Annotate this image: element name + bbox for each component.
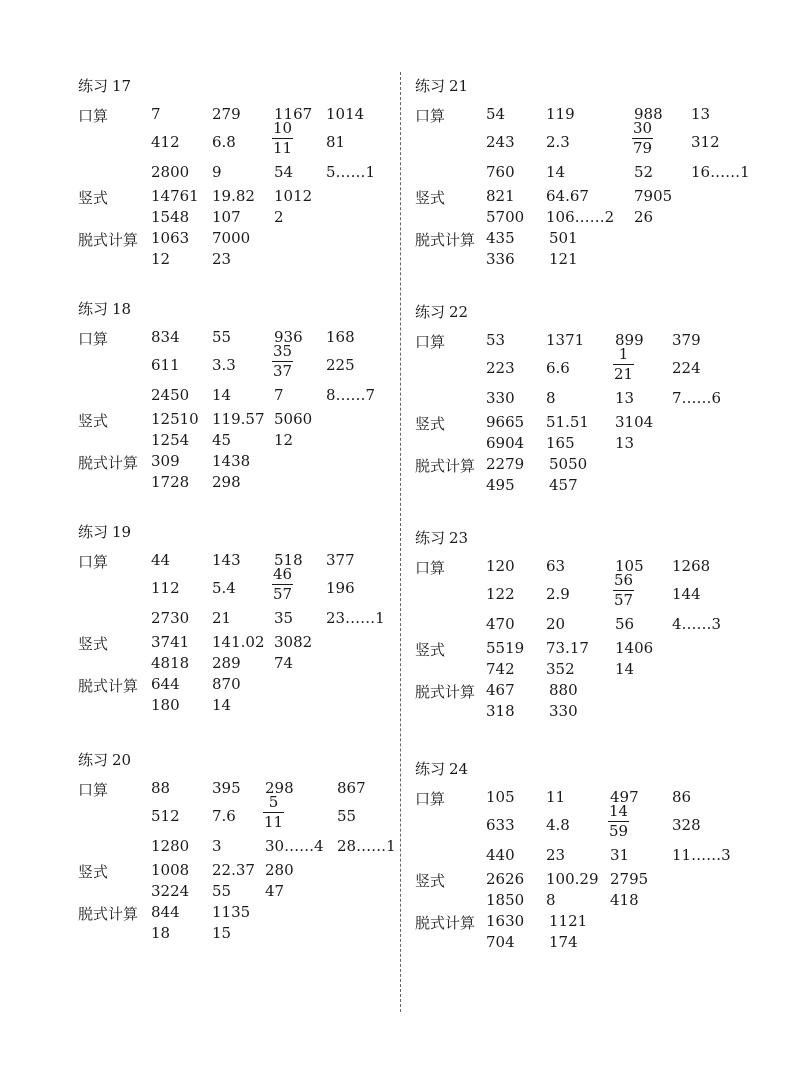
answer-cell: 7……6 bbox=[672, 389, 722, 407]
answer-cell: 19.82 bbox=[212, 187, 255, 205]
answer-cell: 512 bbox=[151, 807, 180, 825]
answer-cell: 14 bbox=[546, 163, 566, 181]
answer-cell: 73.17 bbox=[546, 639, 589, 657]
label-tuoshi: 脱式计算 bbox=[415, 457, 476, 475]
answer-cell: 11 bbox=[546, 788, 566, 806]
answer-cell: 704 bbox=[486, 933, 515, 951]
section-title bbox=[78, 75, 131, 96]
answer-cell: 81 bbox=[326, 133, 346, 151]
fraction-denominator: 11 bbox=[273, 139, 293, 157]
answer-cell: 11……3 bbox=[672, 846, 731, 864]
answer-cell: 7905 bbox=[634, 187, 673, 205]
fraction-numerator: 1 bbox=[618, 345, 629, 363]
label-kousuan: 口算 bbox=[415, 790, 446, 808]
label-shushi: 竖式 bbox=[415, 415, 446, 433]
fraction bbox=[272, 120, 293, 157]
label-kousuan: 口算 bbox=[78, 781, 109, 799]
label-tuoshi: 脱式计算 bbox=[78, 231, 139, 249]
fraction bbox=[608, 803, 629, 840]
answer-cell: 105 bbox=[486, 788, 515, 806]
answer-cell: 143 bbox=[212, 551, 241, 569]
label-tuoshi: 脱式计算 bbox=[78, 454, 139, 472]
fraction-numerator: 46 bbox=[273, 565, 293, 583]
answer-cell: 7 bbox=[274, 386, 284, 404]
answer-cell: 280 bbox=[265, 861, 294, 879]
answer-cell: 6904 bbox=[486, 434, 525, 452]
answer-cell: 821 bbox=[486, 187, 515, 205]
answer-cell: 4818 bbox=[151, 654, 190, 672]
answer-cell: 1371 bbox=[546, 331, 585, 349]
answer-cell: 988 bbox=[634, 105, 663, 123]
answer-cell: 2 bbox=[274, 208, 284, 226]
answer-cell: 867 bbox=[337, 779, 366, 797]
answer-cell: 2.9 bbox=[546, 585, 570, 603]
fraction-numerator: 35 bbox=[273, 342, 293, 360]
answer-cell: 9665 bbox=[486, 413, 525, 431]
answer-cell: 6.8 bbox=[212, 133, 236, 151]
answer-cell: 119 bbox=[546, 105, 575, 123]
answer-cell: 23……1 bbox=[326, 609, 385, 627]
answer-cell: 55 bbox=[212, 328, 232, 346]
fraction bbox=[263, 794, 284, 831]
answer-cell: 3 bbox=[212, 837, 222, 855]
answer-cell: 16……1 bbox=[691, 163, 750, 181]
answer-cell: 45 bbox=[212, 431, 232, 449]
answer-cell: 20 bbox=[546, 615, 566, 633]
answer-cell: 196 bbox=[326, 579, 355, 597]
answer-cell: 1135 bbox=[212, 903, 251, 921]
answer-cell: 518 bbox=[274, 551, 303, 569]
fraction-denominator: 11 bbox=[264, 813, 284, 831]
answer-cell: 5050 bbox=[549, 455, 588, 473]
section-title bbox=[78, 298, 131, 319]
answer-cell: 9 bbox=[212, 163, 222, 181]
answer-cell: 1008 bbox=[151, 861, 190, 879]
answer-cell: 106……2 bbox=[546, 208, 615, 226]
answer-cell: 309 bbox=[151, 452, 180, 470]
answer-cell: 440 bbox=[486, 846, 515, 864]
section-title bbox=[415, 758, 468, 779]
fraction-denominator: 21 bbox=[614, 365, 634, 383]
answer-cell: 107 bbox=[212, 208, 241, 226]
answer-cell: 7000 bbox=[212, 229, 251, 247]
answer-cell: 318 bbox=[486, 702, 515, 720]
label-shushi: 竖式 bbox=[78, 189, 109, 207]
answer-cell: 379 bbox=[672, 331, 701, 349]
answer-cell: 470 bbox=[486, 615, 515, 633]
answer-cell: 55 bbox=[337, 807, 357, 825]
section-number: 19 bbox=[112, 523, 132, 541]
answer-cell: 26 bbox=[634, 208, 654, 226]
answer-cell: 2800 bbox=[151, 163, 190, 181]
answer-cell: 1014 bbox=[326, 105, 365, 123]
answer-cell: 2450 bbox=[151, 386, 190, 404]
answer-cell: 8……7 bbox=[326, 386, 376, 404]
answer-cell: 112 bbox=[151, 579, 180, 597]
answer-cell: 1167 bbox=[274, 105, 313, 123]
answer-cell: 279 bbox=[212, 105, 241, 123]
label-shushi: 竖式 bbox=[415, 872, 446, 890]
answer-cell: 1850 bbox=[486, 891, 525, 909]
answer-cell: 144 bbox=[672, 585, 701, 603]
label-kousuan: 口算 bbox=[78, 330, 109, 348]
answer-cell: 174 bbox=[549, 933, 578, 951]
answer-cell: 4.8 bbox=[546, 816, 570, 834]
answer-cell: 4……3 bbox=[672, 615, 722, 633]
fraction bbox=[613, 572, 634, 609]
answer-cell: 1548 bbox=[151, 208, 190, 226]
answer-cell: 1063 bbox=[151, 229, 190, 247]
answer-cell: 15 bbox=[212, 924, 232, 942]
answer-cell: 21 bbox=[212, 609, 232, 627]
answer-cell: 844 bbox=[151, 903, 180, 921]
answer-cell: 74 bbox=[274, 654, 294, 672]
answer-cell: 56 bbox=[615, 615, 635, 633]
answer-cell: 880 bbox=[549, 681, 578, 699]
answer-cell: 936 bbox=[274, 328, 303, 346]
answer-cell: 3.3 bbox=[212, 356, 236, 374]
answer-cell: 8 bbox=[546, 389, 556, 407]
label-tuoshi: 脱式计算 bbox=[78, 905, 139, 923]
answer-cell: 5700 bbox=[486, 208, 525, 226]
section-title bbox=[78, 521, 131, 542]
answer-cell: 418 bbox=[610, 891, 639, 909]
answer-cell: 30……4 bbox=[265, 837, 324, 855]
answer-cell: 12 bbox=[151, 250, 171, 268]
answer-cell: 47 bbox=[265, 882, 285, 900]
section-number: 18 bbox=[112, 300, 132, 318]
answer-cell: 2795 bbox=[610, 870, 649, 888]
fraction-numerator: 30 bbox=[633, 119, 653, 137]
answer-cell: 1406 bbox=[615, 639, 654, 657]
answer-cell: 12510 bbox=[151, 410, 199, 428]
answer-cell: 644 bbox=[151, 675, 180, 693]
answer-cell: 289 bbox=[212, 654, 241, 672]
answer-cell: 5519 bbox=[486, 639, 525, 657]
answer-cell: 168 bbox=[326, 328, 355, 346]
answer-cell: 51.51 bbox=[546, 413, 589, 431]
answer-cell: 467 bbox=[486, 681, 515, 699]
section-title bbox=[78, 749, 131, 770]
fraction-denominator: 59 bbox=[609, 822, 629, 840]
answer-cell: 223 bbox=[486, 359, 515, 377]
answer-cell: 501 bbox=[549, 229, 578, 247]
answer-cell: 412 bbox=[151, 133, 180, 151]
answer-cell: 1254 bbox=[151, 431, 190, 449]
answer-cell: 497 bbox=[610, 788, 639, 806]
answer-cell: 742 bbox=[486, 660, 515, 678]
label-tuoshi: 脱式计算 bbox=[415, 231, 476, 249]
left-column bbox=[75, 0, 415, 1086]
answer-cell: 5.4 bbox=[212, 579, 236, 597]
answer-cell: 352 bbox=[546, 660, 575, 678]
answer-cell: 100.29 bbox=[546, 870, 599, 888]
answer-cell: 495 bbox=[486, 476, 515, 494]
label-shushi: 竖式 bbox=[415, 189, 446, 207]
label-shushi: 竖式 bbox=[78, 863, 109, 881]
answer-cell: 7 bbox=[151, 105, 161, 123]
fraction bbox=[632, 120, 653, 157]
answer-cell: 457 bbox=[549, 476, 578, 494]
answer-cell: 3082 bbox=[274, 633, 313, 651]
column-divider bbox=[400, 72, 401, 1012]
answer-cell: 7.6 bbox=[212, 807, 236, 825]
answer-cell: 22.37 bbox=[212, 861, 255, 879]
answer-cell: 165 bbox=[546, 434, 575, 452]
section-number: 22 bbox=[449, 303, 469, 321]
answer-cell: 28……1 bbox=[337, 837, 396, 855]
label-kousuan: 口算 bbox=[78, 553, 109, 571]
answer-cell: 54 bbox=[486, 105, 506, 123]
answer-cell: 834 bbox=[151, 328, 180, 346]
answer-cell: 224 bbox=[672, 359, 701, 377]
answer-cell: 611 bbox=[151, 356, 180, 374]
label-kousuan: 口算 bbox=[415, 559, 446, 577]
fraction bbox=[272, 566, 293, 603]
answer-cell: 330 bbox=[549, 702, 578, 720]
answer-cell: 1268 bbox=[672, 557, 711, 575]
section-title-text: 练习 bbox=[415, 760, 446, 778]
answer-cell: 8 bbox=[546, 891, 556, 909]
answer-cell: 2730 bbox=[151, 609, 190, 627]
section-number: 23 bbox=[449, 529, 469, 547]
section-title-text: 练习 bbox=[415, 529, 446, 547]
answer-cell: 88 bbox=[151, 779, 171, 797]
answer-cell: 18 bbox=[151, 924, 171, 942]
label-kousuan: 口算 bbox=[78, 107, 109, 125]
answer-cell: 6.6 bbox=[546, 359, 570, 377]
fraction bbox=[613, 346, 634, 383]
answer-cell: 1012 bbox=[274, 187, 313, 205]
answer-cell: 63 bbox=[546, 557, 566, 575]
answer-cell: 2.3 bbox=[546, 133, 570, 151]
fraction-denominator: 79 bbox=[633, 139, 653, 157]
answer-cell: 633 bbox=[486, 816, 515, 834]
section-number: 21 bbox=[449, 77, 469, 95]
answer-cell: 35 bbox=[274, 609, 294, 627]
fraction-numerator: 56 bbox=[614, 571, 634, 589]
answer-cell: 13 bbox=[691, 105, 711, 123]
section-title-text: 练习 bbox=[415, 303, 446, 321]
answer-cell: 44 bbox=[151, 551, 171, 569]
answer-cell: 899 bbox=[615, 331, 644, 349]
answer-cell: 312 bbox=[691, 133, 720, 151]
fraction bbox=[272, 343, 293, 380]
answer-cell: 5……1 bbox=[326, 163, 376, 181]
answer-cell: 31 bbox=[610, 846, 630, 864]
section-title-text: 练习 bbox=[415, 77, 446, 95]
section-title-text: 练习 bbox=[78, 523, 109, 541]
answer-cell: 1728 bbox=[151, 473, 190, 491]
answer-cell: 3224 bbox=[151, 882, 190, 900]
label-kousuan: 口算 bbox=[415, 333, 446, 351]
answer-cell: 225 bbox=[326, 356, 355, 374]
answer-cell: 14761 bbox=[151, 187, 199, 205]
answer-cell: 12 bbox=[274, 431, 294, 449]
label-kousuan: 口算 bbox=[415, 107, 446, 125]
answer-cell: 55 bbox=[212, 882, 232, 900]
right-column bbox=[412, 0, 752, 1086]
section-title-text: 练习 bbox=[78, 300, 109, 318]
answer-cell: 377 bbox=[326, 551, 355, 569]
answer-cell: 1438 bbox=[212, 452, 251, 470]
label-tuoshi: 脱式计算 bbox=[415, 683, 476, 701]
answer-cell: 3741 bbox=[151, 633, 190, 651]
answer-cell: 105 bbox=[615, 557, 644, 575]
section-number: 20 bbox=[112, 751, 132, 769]
answer-cell: 64.67 bbox=[546, 187, 589, 205]
label-shushi: 竖式 bbox=[415, 641, 446, 659]
answer-cell: 14 bbox=[212, 696, 232, 714]
label-shushi: 竖式 bbox=[78, 635, 109, 653]
answer-cell: 330 bbox=[486, 389, 515, 407]
section-number: 24 bbox=[449, 760, 469, 778]
answer-cell: 13 bbox=[615, 389, 635, 407]
answer-cell: 1280 bbox=[151, 837, 190, 855]
answer-cell: 328 bbox=[672, 816, 701, 834]
answer-cell: 760 bbox=[486, 163, 515, 181]
answer-cell: 14 bbox=[212, 386, 232, 404]
section-title bbox=[415, 75, 468, 96]
section-title bbox=[415, 301, 468, 322]
fraction-numerator: 14 bbox=[609, 802, 629, 820]
answer-cell: 298 bbox=[265, 779, 294, 797]
answer-cell: 5060 bbox=[274, 410, 313, 428]
answer-cell: 119.57 bbox=[212, 410, 265, 428]
answer-cell: 23 bbox=[212, 250, 232, 268]
section-title-text: 练习 bbox=[78, 751, 109, 769]
answer-cell: 53 bbox=[486, 331, 506, 349]
answer-cell: 395 bbox=[212, 779, 241, 797]
answer-cell: 86 bbox=[672, 788, 692, 806]
answer-cell: 121 bbox=[549, 250, 578, 268]
answer-cell: 180 bbox=[151, 696, 180, 714]
answer-cell: 120 bbox=[486, 557, 515, 575]
answer-cell: 23 bbox=[546, 846, 566, 864]
section-title bbox=[415, 527, 468, 548]
fraction-denominator: 57 bbox=[273, 585, 293, 603]
section-title-text: 练习 bbox=[78, 77, 109, 95]
answer-cell: 52 bbox=[634, 163, 654, 181]
fraction-denominator: 37 bbox=[273, 362, 293, 380]
answer-cell: 336 bbox=[486, 250, 515, 268]
answer-cell: 243 bbox=[486, 133, 515, 151]
answer-cell: 2279 bbox=[486, 455, 525, 473]
fraction-numerator: 5 bbox=[268, 793, 279, 811]
answer-cell: 435 bbox=[486, 229, 515, 247]
answer-cell: 54 bbox=[274, 163, 294, 181]
label-shushi: 竖式 bbox=[78, 412, 109, 430]
answer-cell: 870 bbox=[212, 675, 241, 693]
answer-cell: 122 bbox=[486, 585, 515, 603]
answer-cell: 298 bbox=[212, 473, 241, 491]
label-tuoshi: 脱式计算 bbox=[415, 914, 476, 932]
answer-cell: 14 bbox=[615, 660, 635, 678]
answer-cell: 1121 bbox=[549, 912, 588, 930]
fraction-numerator: 10 bbox=[273, 119, 293, 137]
answer-cell: 1630 bbox=[486, 912, 525, 930]
section-number: 17 bbox=[112, 77, 132, 95]
answer-cell: 3104 bbox=[615, 413, 654, 431]
answer-cell: 2626 bbox=[486, 870, 525, 888]
label-tuoshi: 脱式计算 bbox=[78, 677, 139, 695]
fraction-denominator: 57 bbox=[614, 591, 634, 609]
answer-cell: 13 bbox=[615, 434, 635, 452]
answer-cell: 141.02 bbox=[212, 633, 265, 651]
